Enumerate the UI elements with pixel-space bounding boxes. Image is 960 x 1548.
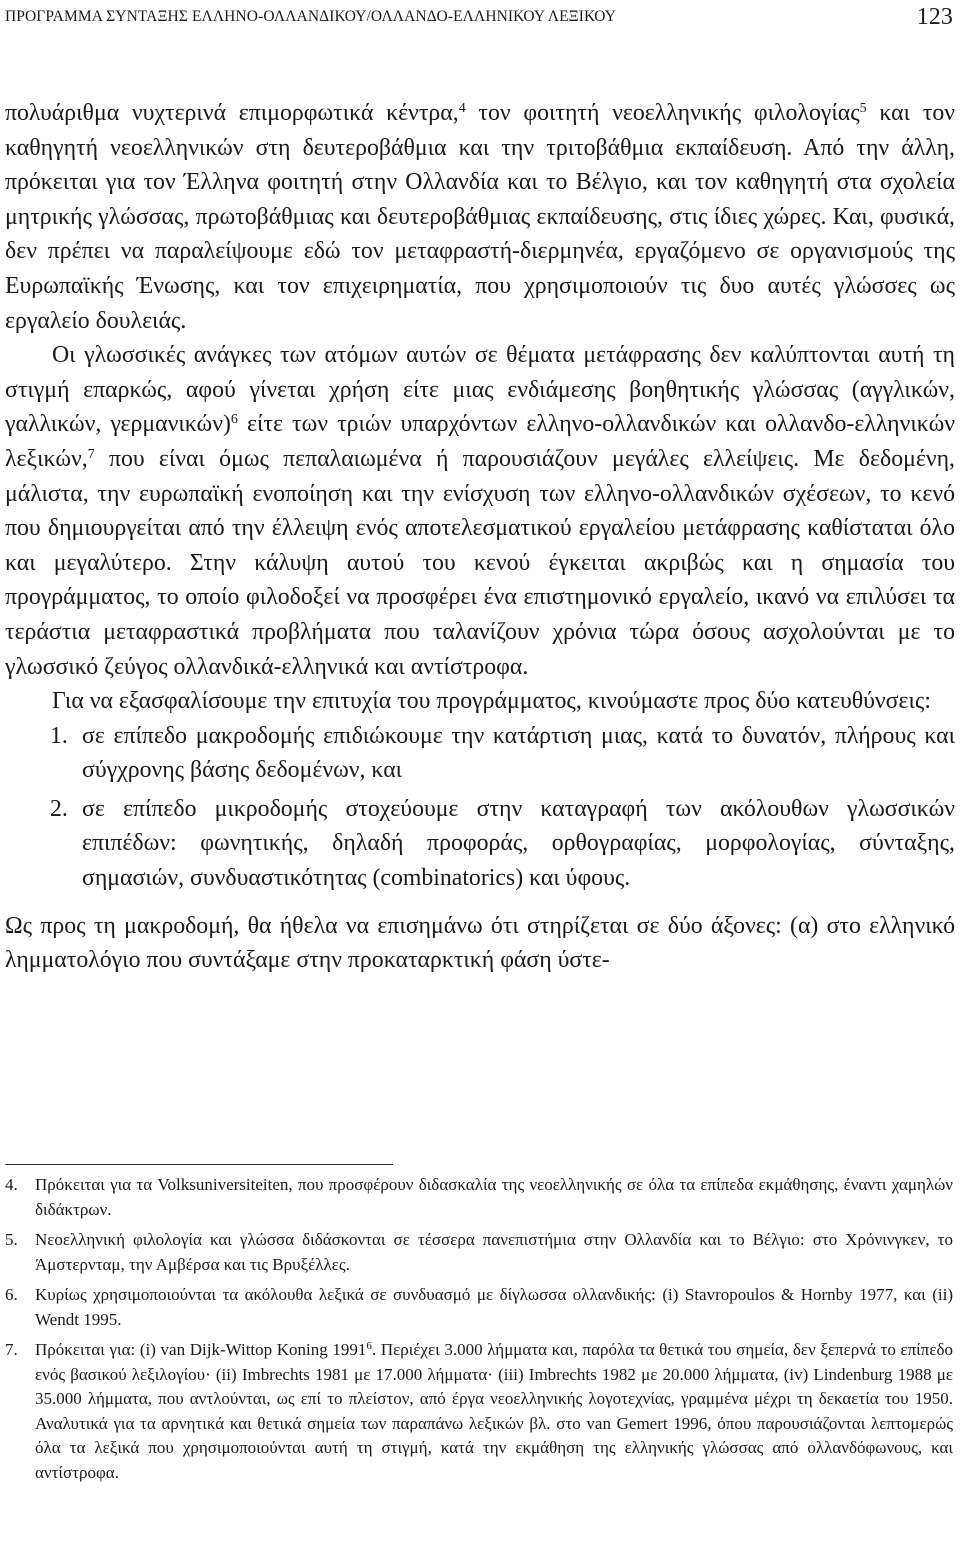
numbered-list [5,719,955,896]
list-item [5,792,955,896]
page-number: 123 [916,4,953,30]
footnote-ref-4: 4 [458,101,466,116]
footnote-text-a: Πρόκειται για: (i) van Dijk-Wittop Koning 1991 [35,1340,367,1359]
footnote-text: Κυρίως χρησιμοποιούνται τα ακόλουθα λεξικά σε συνδυασμό με δίγλωσσα ολλανδικής: (i) Stavropoulos & Hornby 1977, και (ii) Wendt 1995. [35,1285,953,1329]
list-item-number: 2. [50,795,68,822]
footnote-4 [5,1173,953,1222]
footnote-ref-7: 7 [87,446,95,462]
footnote-6 [5,1283,953,1332]
list-item [5,719,955,788]
paragraph-2 [5,338,955,684]
footnote-ref-5: 5 [859,101,867,116]
list-item-number: 1. [50,722,68,749]
document-page [5,0,955,1548]
main-text [5,96,955,978]
paragraph-1-text-a: πολυάριθμα νυχτερινά επιμορφωτικά κέντρα, [5,100,459,126]
footnote-divider [5,1164,393,1165]
footnote-superscript: 6 [366,1340,372,1352]
footnotes [5,1173,953,1491]
footnote-number: 7. [5,1340,18,1359]
footnote-number: 4. [5,1175,18,1194]
footnote-5 [5,1228,953,1277]
footnote-number: 6. [5,1285,18,1304]
paragraph-1-text-b: τον φοιτητή νεοελληνικής φιλολογίας [465,100,860,126]
list-item-text: σε επίπεδο μακροδομής επιδιώκουμε την κατάρτιση μιας, κατά το δυνατόν, πλήρους και σύγχρονης βάσης δεδομένων, και [82,722,955,784]
footnote-7 [5,1338,953,1485]
paragraph-2-text-c: που είναι όμως πεπαλαιωμένα ή παρουσιάζουν μεγάλες ελλείψεις. Με δεδομένη, μάλιστα, την ευρωπαϊκή ενοποίηση και την ενίσχυση των ελληνο-ολλανδικών σχέσεων, το κενό που δημιουργείται από την έλλειψη ενός αποτελεσματικού εργαλείου μετάφρασης καθίσταται όλο και μεγαλύτερο. Στην κάλυψη αυτού του κενού έγκειται ακριβώς και η σημασία του προγράμματος, το οποίο φιλοδοξεί να προσφέρει ένα επιστημονικό εργαλείο, ικανό να επιλύσει τα τεράστια μεταφραστικά προβλήματα που ταλανίζουν χρόνια τώρα όσους ασχολούνται με το γλωσσικό ζεύγος ολλανδικά-ελληνικά και αντίστροφα. [5,445,955,680]
running-title: ΠΡΟΓΡΑΜΜΑ ΣΥΝΤΑΞΗΣ ΕΛΛΗΝΟ-ΟΛΛΑΝΔΙΚΟΥ/ΟΛΛΑΝΔΟ-ΕΛΛΗΝΙΚΟΥ ΛΕΞΙΚΟΥ [5,8,617,25]
paragraph-2-text-a: Οι γλωσσικές ανάγκες των ατόμων αυτών σε θέματα μετάφρασης δεν καλύπτονται αυτή τη στιγμή επαρκώς, αφού γίνεται χρήση είτε μιας ενδιάμεσης βοηθητικής γλώσσας (αγγλικών, γαλλικών, γερμανικών) [5,342,955,438]
paragraph-2-text-b: είτε των τριών υπαρχόντων ελληνο-ολλανδικών και ολλανδο-ελληνικών λεξικών, [5,411,955,472]
paragraph-1-text-c: και τον καθηγητή νεοελληνικών στη δευτεροβάθμια και την τριτοβάθμια εκπαίδευση. Από την άλλη, πρόκειται για τον Έλληνα φοιτητή στην Ολλανδία και το Βέλγιο, και τον καθηγητή στα σχολεία μητρικής γλώσσας, πρωτοβάθμιας και δευτεροβάθμιας εκπαίδευσης, στις ίδιες χώρες. Και, φυσικά, δεν πρέπει να παραλείψουμε εδώ τον μεταφραστή-διερμηνέα, εργαζόμενο σε οργανισμούς της Ευρωπαϊκής Ένωσης, και τον επιχειρηματία, που χρησιμοποιούν τις δυο αυτές γλώσσες ως εργαλείο δουλειάς. [5,100,955,334]
paragraph-4: Ως προς τη μακροδομή, θα ήθελα να επισημάνω ότι στηρίζεται σε δύο άξονες: (α) στο ελληνικό λημματολόγιο που συντάξαμε στην προκαταρκτική φάση ύστε- [5,912,955,974]
paragraph-3: Για να εξασφαλίσουμε την επιτυχία του προγράμματος, κινούμαστε προς δύο κατευθύνσεις: [52,688,931,715]
footnote-ref-6: 6 [230,412,238,428]
footnote-number: 5. [5,1230,18,1249]
running-header [5,6,955,30]
list-item-text: σε επίπεδο μικροδομής στοχεύουμε στην καταγραφή των ακόλουθων γλωσσικών επιπέδων: φωνητικής, δηλαδή προφοράς, ορθογραφίας, μορφολογίας, σύνταξης, σημασιών, συνδυαστικότητας (combinatorics) και ύφους. [82,795,955,892]
footnote-text: Πρόκειται για τα Volksuniversiteiten, που προσφέρουν διδασκαλία της νεοελληνικής σε όλα τα επίπεδα εκμάθησης, έναντι χαμηλών διδάκτρων. [35,1175,953,1219]
paragraph-1 [5,96,955,338]
footnote-text-b: . Περιέχει 3.000 λήμματα και, παρόλα τα θετικά του σημεία, δεν ξεπερνά το επίπεδο ενός βασικού λεξιλογίου· (ii) Imbrechts 1981 με 17.000 λήμματα· (iii) Imbrechts 1982 με 20.000 λήμματα, (iv) Lindenburg 1988 με 35.000 λήμματα, που αντλούνται, ως επί το πλείστον, από έργα νεοελληνικής λογοτεχνίας, γραμμένα μέχρι τη δεκαετία του 1950. Αναλυτικά για τα αρνητικά και θετικά σημεία των παραπάνω λεξικών βλ. στο van Gemert 1996, όπου παρουσιάζονται λεπτομερώς όλα τα λεξικά που χρησιμοποιούνται αυτή τη στιγμή, κατά την εκμάθηση της ελληνικής γλώσσας από ολλανδόφωνους, και αντίστροφα. [35,1340,953,1482]
footnote-text: Νεοελληνική φιλολογία και γλώσσα διδάσκονται σε τέσσερα πανεπιστήμια στην Ολλανδία και το Βέλγιο: στο Χρόνινγκεν, το Άμστερνταμ, την Αμβέρσα και τις Βρυξέλλες. [35,1230,953,1274]
